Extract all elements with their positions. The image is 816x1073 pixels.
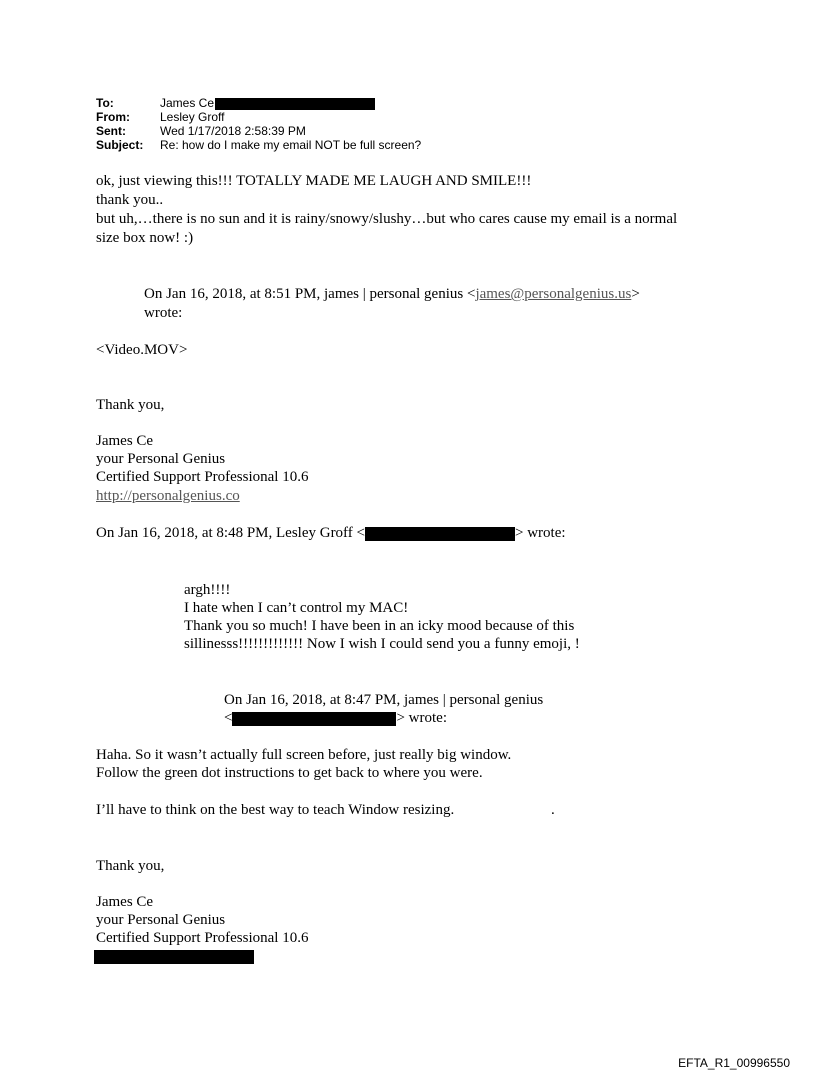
- header-subject-value: Re: how do I make my email NOT be full screen?: [160, 138, 422, 152]
- sig1-website-link[interactable]: http://personalgenius.co: [96, 488, 240, 504]
- body-line-4: size box now! :): [96, 230, 194, 246]
- quote1-suffix: >: [631, 286, 640, 302]
- header-subject-label: Subject:: [96, 138, 144, 152]
- sig2-name: James Ce: [96, 894, 154, 910]
- sig2-cert: [96, 929, 308, 947]
- quote3-wrote-line: [224, 709, 447, 727]
- header-sent-value: Wed 1/17/2018 2:58:39 PM: [160, 124, 306, 138]
- header-to-value: [160, 96, 375, 110]
- header-from-value: Lesley Groff: [160, 110, 225, 124]
- body-line-3: but uh,…there is no sun and it is rainy/snowy/slushy…but who cares cause my email is a normal: [96, 211, 678, 227]
- quote2-suffix: > wrote:: [515, 525, 566, 541]
- body2-line-2: Follow the green dot instructions to get back to where you were.: [96, 765, 483, 781]
- quote2-prefix: On Jan 16, 2018, at 8:48 PM, Lesley Groff <: [96, 525, 365, 541]
- quote2-line-3: Thank you so much! I have been in an icky mood because of this: [184, 618, 575, 634]
- quote2-line-2: I hate when I can’t control my MAC!: [184, 600, 409, 616]
- body-line-2: thank you..: [96, 192, 164, 208]
- quote3-open: <: [224, 710, 233, 726]
- sig1-cert-text: Certified Support Professional 10.6: [96, 469, 309, 485]
- to-name: James Ce: [160, 96, 215, 110]
- attachment-video[interactable]: <Video.MOV>: [96, 342, 188, 358]
- header-to-label: To:: [96, 96, 114, 110]
- quote1-prefix: On Jan 16, 2018, at 8:51 PM, james | personal genius <: [144, 286, 476, 302]
- sig1-title: your Personal Genius: [96, 451, 226, 467]
- redacted-email-james: [232, 712, 396, 726]
- quote2-attribution: [96, 524, 566, 542]
- redacted-email-lesley: [365, 527, 515, 541]
- sig1-cert: [96, 468, 308, 486]
- sig1-name: James Ce: [96, 433, 154, 449]
- body2-line-3: I’ll have to think on the best way to teach Window resizing.: [96, 802, 455, 818]
- sig2-title: your Personal Genius: [96, 912, 226, 928]
- quote1-email-link[interactable]: james@personalgenius.us: [475, 286, 632, 302]
- body-line-1: ok, just viewing this!!! TOTALLY MADE ME LAUGH AND SMILE!!!: [96, 173, 532, 189]
- stray-period: .: [551, 802, 555, 818]
- quote2-line-1: argh!!!!: [184, 582, 231, 598]
- document-footer-id: EFTA_R1_00996550: [678, 1056, 790, 1070]
- sig2-cert-text: Certified Support Professional 10.6: [96, 930, 309, 946]
- body2-line-1: Haha. So it wasn’t actually full screen before, just really big window.: [96, 747, 512, 763]
- quote1-wrote: wrote:: [144, 305, 183, 321]
- redacted-email-to: [215, 98, 375, 110]
- sig2-thanks: Thank you,: [96, 858, 165, 874]
- quote2-line-4: sillinesss!!!!!!!!!!!!! Now I wish I could send you a funny emoji, !: [184, 636, 580, 652]
- quote3-attribution: On Jan 16, 2018, at 8:47 PM, james | personal genius: [224, 692, 544, 708]
- header-from-label: From:: [96, 110, 130, 124]
- header-sent-label: Sent:: [96, 124, 126, 138]
- quote1-attribution: [144, 285, 640, 303]
- sig1-thanks: Thank you,: [96, 397, 165, 413]
- redacted-website: [94, 950, 254, 964]
- quote3-suffix: > wrote:: [396, 710, 447, 726]
